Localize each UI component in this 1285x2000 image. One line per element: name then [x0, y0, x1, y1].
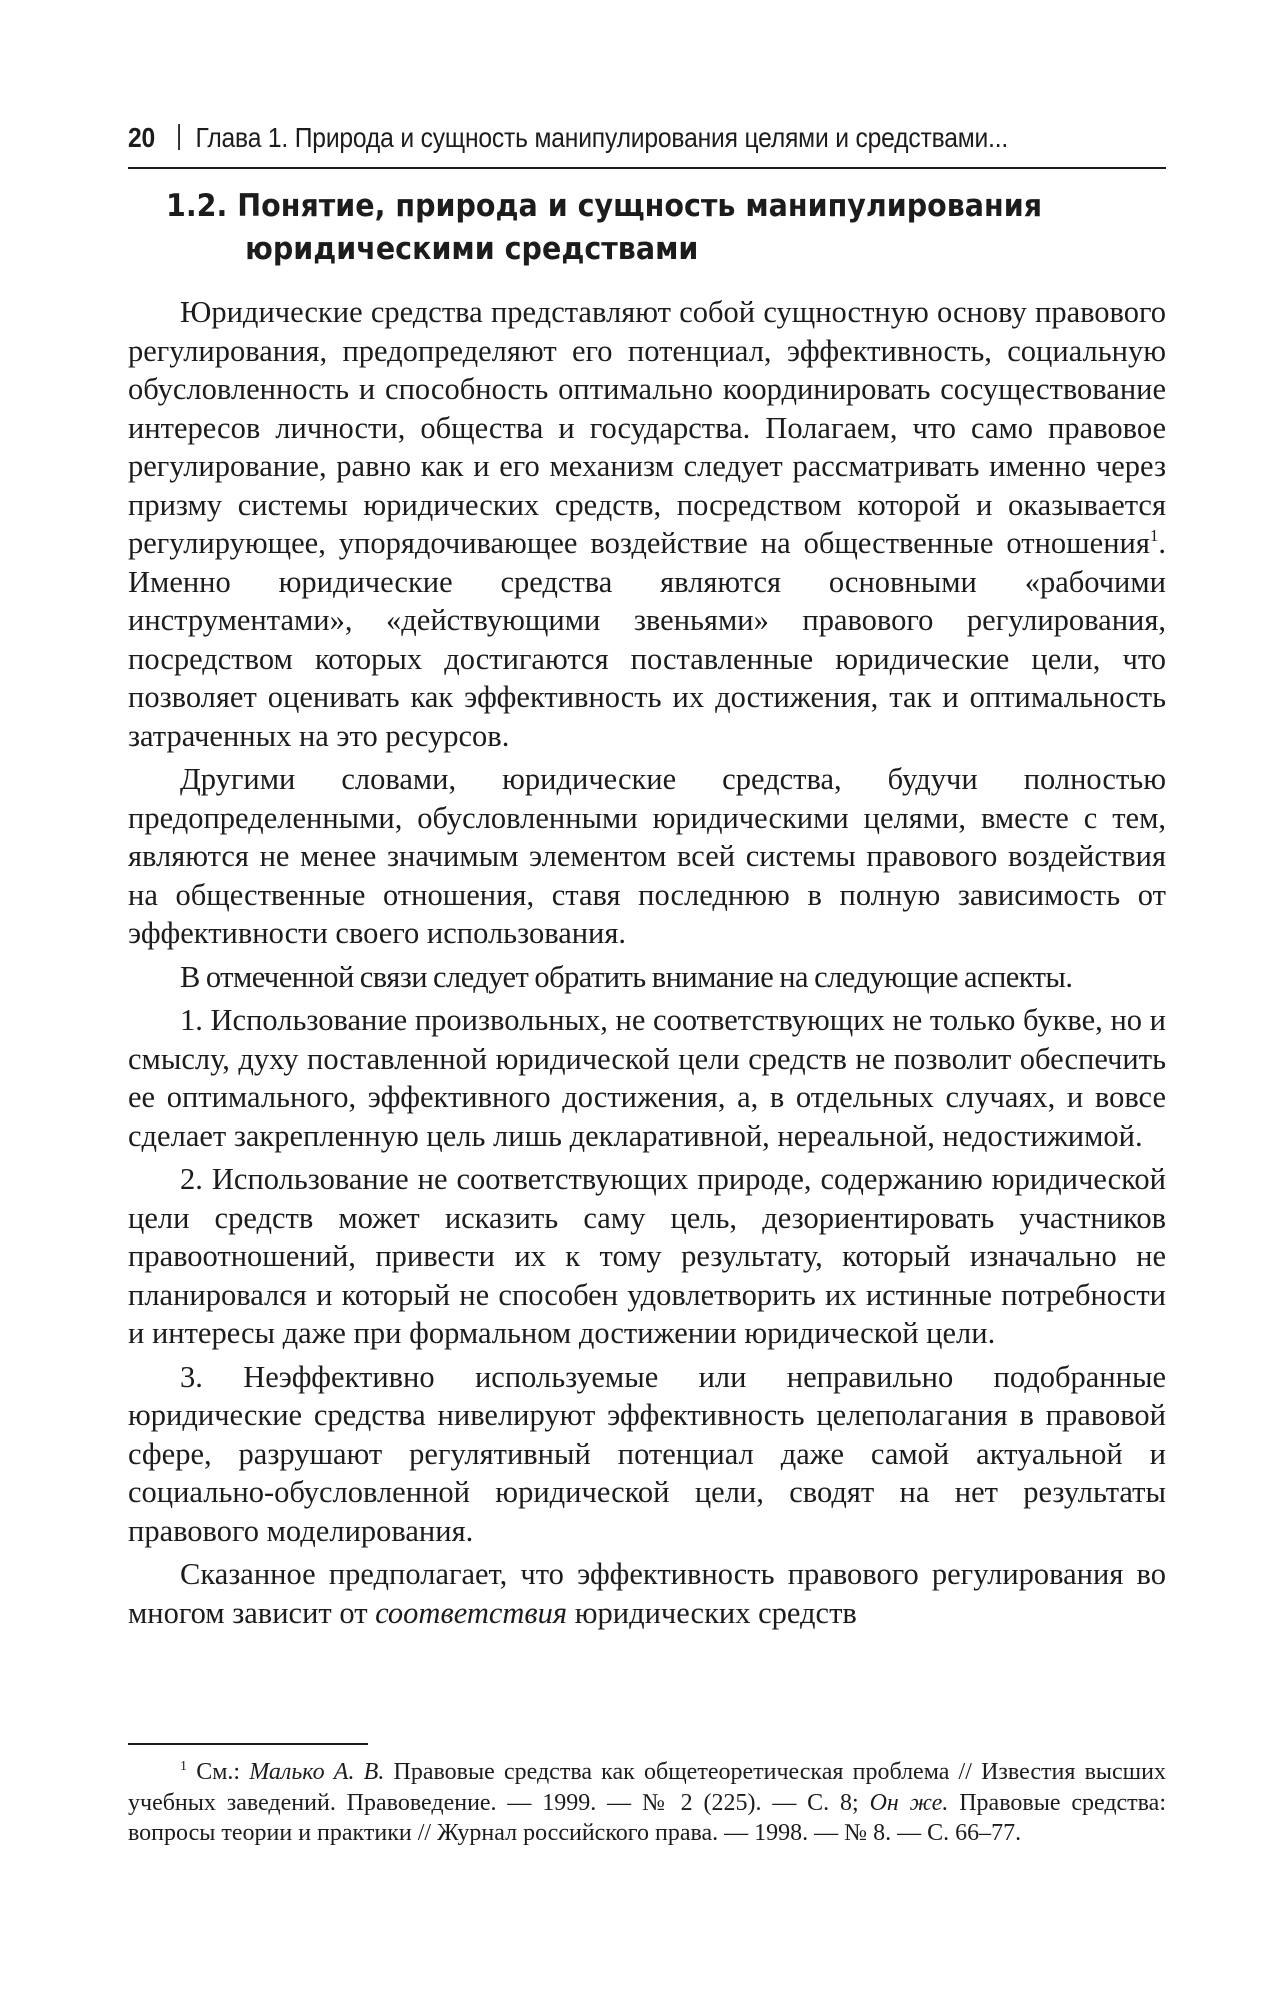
footnote-author-2: Он же.: [869, 1789, 949, 1816]
paragraph-1-text-a: Юридические средства представляют собой сущностную основу правового регулирования, предопределяют его потенциал, эффективность, социальную обусловленность и способность оптимально координировать сосуществование интересов личности, общества и государства. Полагаем, что само правовое регулирование, равно как и его механизм следует рассматривать именно через призму системы юридических средств, посредством которой и оказывается регулирующее, упорядочивающее воздействие на общественные отношения: [128, 295, 1166, 560]
body-text: [128, 293, 1166, 1637]
section-heading: [166, 185, 1086, 271]
header-separator: [178, 124, 180, 150]
paragraph-1-text-b: . Именно юридические средства являются основными «рабочими инструментами», «действующими звеньями» правового регулирования, посредством которых достигаются поставленные юридические цели, что позволяет оценивать как эффективность их достижения, так и оптимальность затраченных на это ресурсов.: [128, 526, 1166, 753]
footnote-marker: 1: [180, 1759, 187, 1774]
paragraph-3: В отмеченной связи следует обратить внимание на следующие аспекты.: [180, 959, 1073, 994]
list-item-3: 3. Неэффективно используемые или неправильно подобранные юридические средства нивелируют эффективность целеполагания в правовой сфере, разрушают регулятивный потенциал даже самой актуальной и социально-обусловленной юридической цели, сводят на нет результаты правового моделирования.: [128, 1359, 1166, 1548]
emphasis-word: соответствия: [375, 1595, 568, 1630]
paragraph-2: Другими словами, юридические средства, будучи полностью предопределенными, обусловленными юридическими целями, вместе с тем, являются не менее значимым элементом всей системы правового воздействия на общественные отношения, ставя последнюю в полную зависимость от эффективности своего использования.: [128, 762, 1166, 950]
section-title-line-2: юридическими средствами: [245, 231, 699, 267]
footnote: [128, 1757, 1166, 1849]
paragraph-7-text-b: юридических средств: [567, 1595, 857, 1630]
footnote-author: Малько А. В.: [249, 1759, 385, 1785]
paragraph-7-text-a: Сказанное предполагает, что эффективность правового регулирования во многом зависит от: [128, 1557, 1166, 1630]
footnote-text-2: Правовые средства: вопросы теории и практики // Журнал российского права. — 1998. — № 8. — С. 66–77.: [128, 1789, 1166, 1846]
paragraph-1: [128, 293, 1166, 755]
header-rule: [128, 167, 1166, 169]
footnote-rule: [128, 1743, 368, 1745]
page-number: 20: [128, 122, 156, 153]
section-title-line-1: 1.2. Понятие, природа и сущность манипулирования: [166, 188, 1043, 224]
footnote-reference: 1: [1149, 526, 1159, 545]
list-item-1: 1. Использование произвольных, не соответствующих не только букве, но и смыслу, духу поставленной юридической цели средств не позволит обеспечить ее оптимального, эффективного достижения, а, в отдельных случаях, и вовсе сделает закрепленную цель лишь декларативной, нереальной, недостижимой.: [128, 1003, 1166, 1153]
running-header: [128, 122, 1043, 154]
footnote-text-1: Правовые средства как общетеоретическая проблема // Известия высших учебных заведений. Правоведение. — 1999. — № 2 (225). — С. 8;: [128, 1759, 1166, 1816]
chapter-title: Глава 1. Природа и сущность манипулирования целями и средствами...: [195, 122, 1009, 153]
footnote-prefix: См.:: [196, 1759, 250, 1785]
list-item-2: 2. Использование не соответствующих природе, содержанию юридической цели средств может исказить саму цель, дезориентировать участников правоотношений, привести их к тому результату, который изначально не планировался и который не способен удовлетворить их истинные потребности и интересы даже при формальном достижении юридической цели.: [128, 1162, 1166, 1350]
paragraph-7: [128, 1555, 1166, 1632]
